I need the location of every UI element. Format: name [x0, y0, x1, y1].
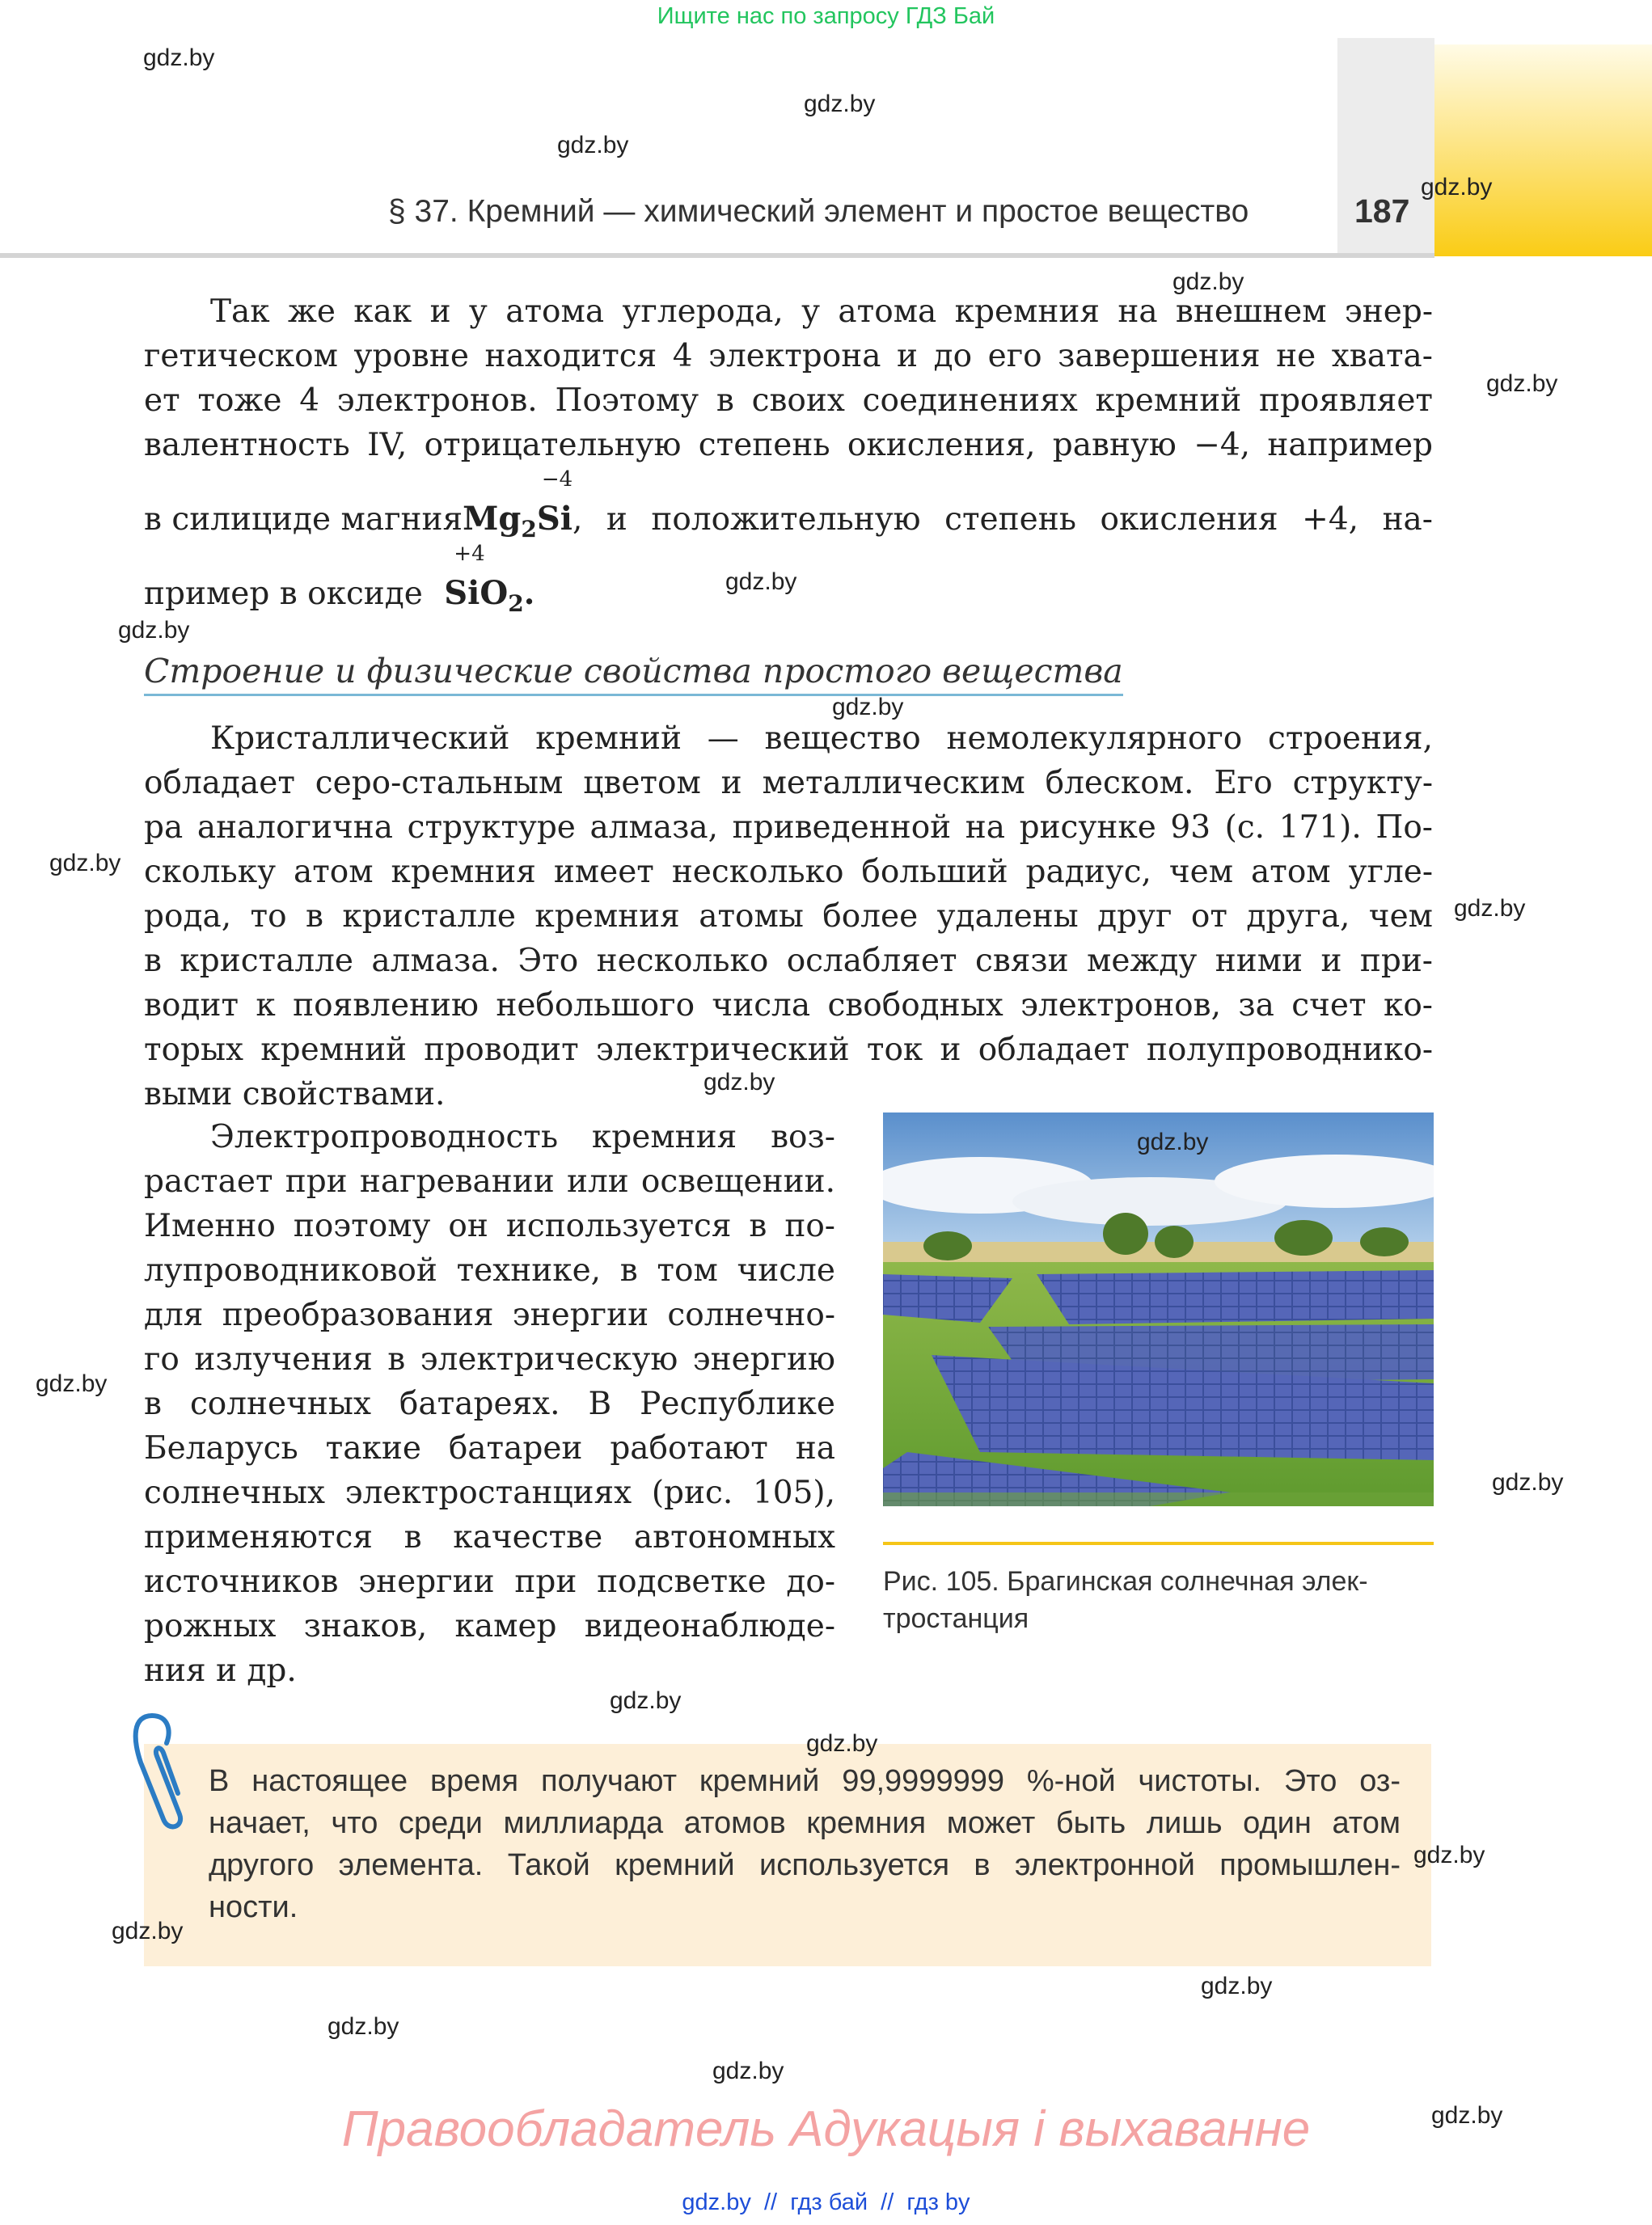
- text-line: рода, то в кристалле кремния атомы более удалены друг от друга, чем: [144, 898, 1433, 935]
- watermark: gdz.by: [804, 91, 876, 117]
- watermark: gdz.by: [610, 1687, 682, 1714]
- search-banner: Ищите нас по запросу ГДЗ Бай: [657, 3, 995, 29]
- text-fragment: пример в оксиде: [144, 576, 423, 612]
- footer-links[interactable]: gdz.by // гдз бай // гдз by: [682, 2189, 970, 2215]
- text-line: Именно поэтому он используется в по-: [144, 1208, 835, 1244]
- watermark: gdz.by: [49, 850, 121, 876]
- formula-symbol-text: SiO: [444, 574, 509, 612]
- text-line: солнечных электростанциях (рис. 105),: [144, 1475, 835, 1511]
- text-line: го излучения в электрическую энергию: [144, 1341, 835, 1378]
- formula-symbol-text: Si: [536, 500, 572, 538]
- formula-symbol: Mg: [463, 500, 522, 538]
- text-line: торых кремний проводит электрический ток и обладает полупроводнико-: [144, 1032, 1433, 1068]
- watermark: gdz.by: [557, 132, 629, 158]
- paperclip-icon: [121, 1706, 186, 1835]
- watermark: gdz.by: [1431, 2102, 1503, 2129]
- text-line: В настоящее время получают кремний 99,9999999 %-ной чистоты. Это оз-: [209, 1764, 1401, 1798]
- formula-sio2: [444, 542, 524, 617]
- watermark: gdz.by: [806, 1730, 878, 1757]
- watermark: gdz.by: [1201, 1973, 1273, 1999]
- watermark: gdz.by: [1137, 1129, 1209, 1155]
- text-line: Электропроводность кремния воз-: [210, 1119, 835, 1155]
- watermark: gdz.by: [725, 568, 797, 595]
- text-line: для преобразования энергии солнечно-: [144, 1297, 835, 1333]
- formula-subscript: 2: [521, 516, 537, 543]
- text-line: Кристаллический кремний — вещество немолекулярного строения,: [210, 720, 1433, 757]
- solar-farm-illustration: [883, 1112, 1434, 1506]
- watermark: gdz.by: [703, 1069, 775, 1096]
- intro-line-formula-1: [144, 467, 1433, 543]
- page-number: 187: [1354, 192, 1410, 230]
- running-header-title: § 37. Кремний — химический элемент и простое вещество: [388, 194, 1249, 229]
- text-line: ния и др.: [144, 1653, 297, 1689]
- watermark: gdz.by: [143, 44, 215, 71]
- formula-subscript: 2: [508, 590, 524, 617]
- watermark: gdz.by: [327, 2013, 399, 2040]
- caption-line: тростанция: [883, 1603, 1029, 1634]
- caption-divider: [883, 1542, 1434, 1545]
- intro-paragraph: [144, 289, 1433, 467]
- text-line: источников энергии при подсветке до-: [144, 1564, 835, 1600]
- header-divider: [0, 253, 1434, 258]
- text-line: гетическом уровне находится 4 электрона и до его завершения не хвата-: [144, 338, 1433, 374]
- watermark: gdz.by: [112, 1918, 184, 1944]
- text-line: лупроводниковой технике, в том числе: [144, 1252, 835, 1289]
- text-line: Так же как и у атома углерода, у атома кремния на внешнем энер-: [210, 293, 1433, 330]
- intro-line-formula-2: [144, 542, 535, 617]
- text-line: скольку атом кремния имеет несколько больший радиус, чем атом угле-: [144, 854, 1433, 890]
- text-line: обладает серо-стальным цветом и металлическим блеском. Его структу-: [144, 765, 1433, 801]
- text-line: выми свойствами.: [144, 1076, 446, 1112]
- text-line: в кристалле алмаза. Это несколько ослабляет связи между ними и при-: [144, 943, 1433, 979]
- formula-mg2si: [463, 467, 573, 543]
- caption-line: Рис. 105. Брагинская солнечная элек-: [883, 1566, 1368, 1597]
- watermark: gdz.by: [1421, 174, 1493, 201]
- text-line: валентность IV, отрицательную степень окисления, равную −4, например: [144, 427, 1433, 463]
- text-fragment: , и положительную степень окисления +4, на-: [572, 501, 1433, 538]
- header-color-band: [1434, 44, 1652, 256]
- formula-symbol: [536, 467, 573, 538]
- text-line: Беларусь такие батареи работают на: [144, 1430, 835, 1467]
- note-text: [209, 1760, 1401, 1928]
- conductivity-paragraph: [144, 1115, 835, 1693]
- watermark: gdz.by: [832, 694, 904, 720]
- solar-farm-photo: [883, 1112, 1434, 1506]
- crystal-paragraph: [144, 716, 1433, 1117]
- text-fragment: .: [523, 575, 535, 612]
- copyright-notice: Правообладатель Адукацыя і выхаванне: [341, 2101, 1311, 2157]
- oxidation-state: +4: [454, 542, 485, 566]
- watermark: gdz.by: [1454, 895, 1526, 922]
- watermark: gdz.by: [36, 1370, 108, 1397]
- text-line: начает, что среди миллиарда атомов кремния может быть лишь один атом: [209, 1806, 1401, 1840]
- watermark: gdz.by: [1486, 370, 1558, 397]
- watermark: gdz.by: [1413, 1842, 1485, 1868]
- text-line: ет тоже 4 электронов. Поэтому в своих соединениях кремний проявляет: [144, 382, 1433, 419]
- oxidation-state: −4: [541, 467, 573, 492]
- text-line: ра аналогична структуре алмаза, приведенной на рисунке 93 (с. 171). По-: [144, 809, 1433, 846]
- text-line: в солнечных батареях. В Республике: [144, 1386, 835, 1422]
- watermark: gdz.by: [1492, 1469, 1564, 1496]
- section-heading: Строение и физические свойства простого вещества: [144, 652, 1123, 696]
- text-line: применяются в качестве автономных: [144, 1519, 835, 1556]
- watermark: gdz.by: [1172, 268, 1244, 295]
- text-line: другого элемента. Такой кремний используется в электронной промышлен-: [209, 1848, 1401, 1882]
- figure-caption: [883, 1563, 1434, 1637]
- watermark: gdz.by: [712, 2058, 784, 2084]
- text-line: растает при нагревании или освещении.: [144, 1163, 835, 1200]
- text-line: водит к появлению небольшого числа свободных электронов, за счет ко-: [144, 987, 1433, 1024]
- text-fragment: в силициде магния: [144, 501, 463, 538]
- watermark: gdz.by: [118, 617, 190, 644]
- text-line: рожных знаков, камер видеонаблюде-: [144, 1608, 835, 1644]
- text-line: ности.: [209, 1890, 298, 1924]
